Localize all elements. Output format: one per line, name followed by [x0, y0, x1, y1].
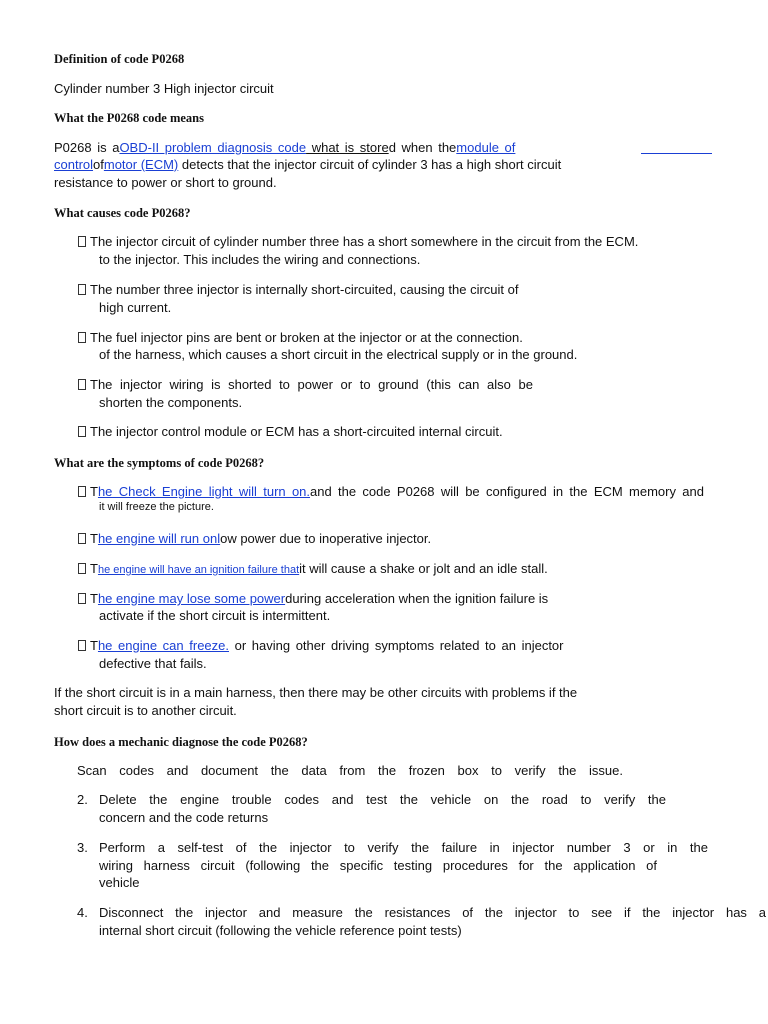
checkbox-bullet-icon	[78, 640, 86, 651]
checkbox-bullet-icon	[78, 236, 86, 247]
checkbox-bullet-icon	[78, 379, 86, 390]
cause-item: The number three injector is internally short-circuited, causing the circuit of	[78, 281, 518, 299]
symptom-link[interactable]: he Check Engine light will turn on.	[97, 484, 311, 499]
step-number: 3.	[77, 840, 88, 855]
cause-item-cont: to the injector. This includes the wiring and connections.	[99, 252, 421, 267]
link-underline-rule	[641, 153, 712, 154]
symptom-item: The engine will run onlow power due to inoperative injector.	[78, 530, 431, 548]
cause-item-cont: shorten the components.	[99, 395, 243, 410]
symptom-link[interactable]: he engine may lose some power	[97, 591, 286, 606]
cause-item: The injector circuit of cylinder number three has a short somewhere in the circuit from the ECM.	[78, 233, 638, 251]
symptom-item: The Check Engine light will turn on.and the code P0268 will be configured in the ECM memory and	[78, 483, 704, 501]
symptom-item: The engine will have an ignition failure thatit will cause a shake or jolt and an idle stall.	[78, 560, 548, 580]
meaning-line-2: controlofmotor (ECM) detects that the injector circuit of cylinder 3 has a high short circuit	[54, 157, 562, 172]
cause-item-cont: of the harness, which causes a short circuit in the electrical supply or in the ground.	[99, 347, 578, 362]
module-link[interactable]: module of	[456, 140, 516, 155]
heading-symptoms: What are the symptoms of code P0268?	[54, 456, 265, 470]
symptom-link[interactable]: he engine will have an ignition failure that	[97, 564, 300, 576]
symptom-item: The engine may lose some powerduring acceleration when the ignition failure is	[78, 590, 548, 608]
symptom-item: The engine can freeze. or having other driving symptoms related to an injector	[78, 637, 564, 655]
checkbox-bullet-icon	[78, 332, 86, 343]
heading-definition: Definition of code P0268	[54, 52, 185, 66]
checkbox-bullet-icon	[78, 563, 86, 574]
harness-note-line-1: If the short circuit is in a main harness, then there may be other circuits with problems if the	[54, 685, 578, 700]
meaning-line-3: resistance to power or short to ground.	[54, 175, 277, 190]
diagnose-step: Perform a self-test of the injector to verify the failure in injector number 3 or in the	[99, 840, 708, 855]
diagnose-step-cont: vehicle	[99, 875, 140, 890]
symptom-link[interactable]: he engine can freeze.	[97, 638, 229, 653]
heading-meaning: What the P0268 code means	[54, 111, 204, 125]
diagnose-step-cont: concern and the code returns	[99, 810, 269, 825]
ecm-link[interactable]: motor (ECM)	[103, 157, 179, 172]
control-link[interactable]: control	[54, 157, 94, 172]
cause-item: The fuel injector pins are bent or broken at the injector or at the connection.	[78, 329, 523, 347]
meaning-line-1: P0268 is aOBD-II problem diagnosis code what is stored when themodule of	[54, 140, 516, 155]
symptom-item-cont: defective that fails.	[99, 656, 207, 671]
obd-link[interactable]: OBD-II problem diagnosis code	[119, 140, 307, 155]
checkbox-bullet-icon	[78, 593, 86, 604]
harness-note-line-2: short circuit is to another circuit.	[54, 703, 237, 718]
heading-diagnose: How does a mechanic diagnose the code P0268?	[54, 735, 308, 749]
symptom-link[interactable]: he engine will run onl	[97, 531, 221, 546]
diagnose-step-cont: wiring harness circuit (following the specific testing procedures for the application of	[99, 858, 657, 873]
symptom-item-cont: it will freeze the picture.	[99, 501, 214, 513]
step-number: 2.	[77, 792, 88, 807]
checkbox-bullet-icon	[78, 284, 86, 295]
subtitle: Cylinder number 3 High injector circuit	[54, 81, 274, 96]
checkbox-bullet-icon	[78, 486, 86, 497]
diagnose-step: Disconnect the injector and measure the resistances of the injector to see if the injector has a	[99, 905, 766, 920]
diagnose-step: Scan codes and document the data from the frozen box to verify the issue.	[77, 763, 623, 778]
cause-item-cont: high current.	[99, 300, 172, 315]
heading-causes: What causes code P0268?	[54, 206, 191, 220]
checkbox-bullet-icon	[78, 533, 86, 544]
symptom-item-cont: activate if the short circuit is intermittent.	[99, 608, 331, 623]
cause-item: The injector wiring is shorted to power or to ground (this can also be	[78, 376, 533, 394]
step-number: 4.	[77, 905, 88, 920]
diagnose-step: Delete the engine trouble codes and test the vehicle on the road to verify the	[99, 792, 666, 807]
checkbox-bullet-icon	[78, 426, 86, 437]
diagnose-step-cont: internal short circuit (following the vehicle reference point tests)	[99, 923, 462, 938]
cause-item: The injector control module or ECM has a short-circuited internal circuit.	[78, 423, 503, 441]
